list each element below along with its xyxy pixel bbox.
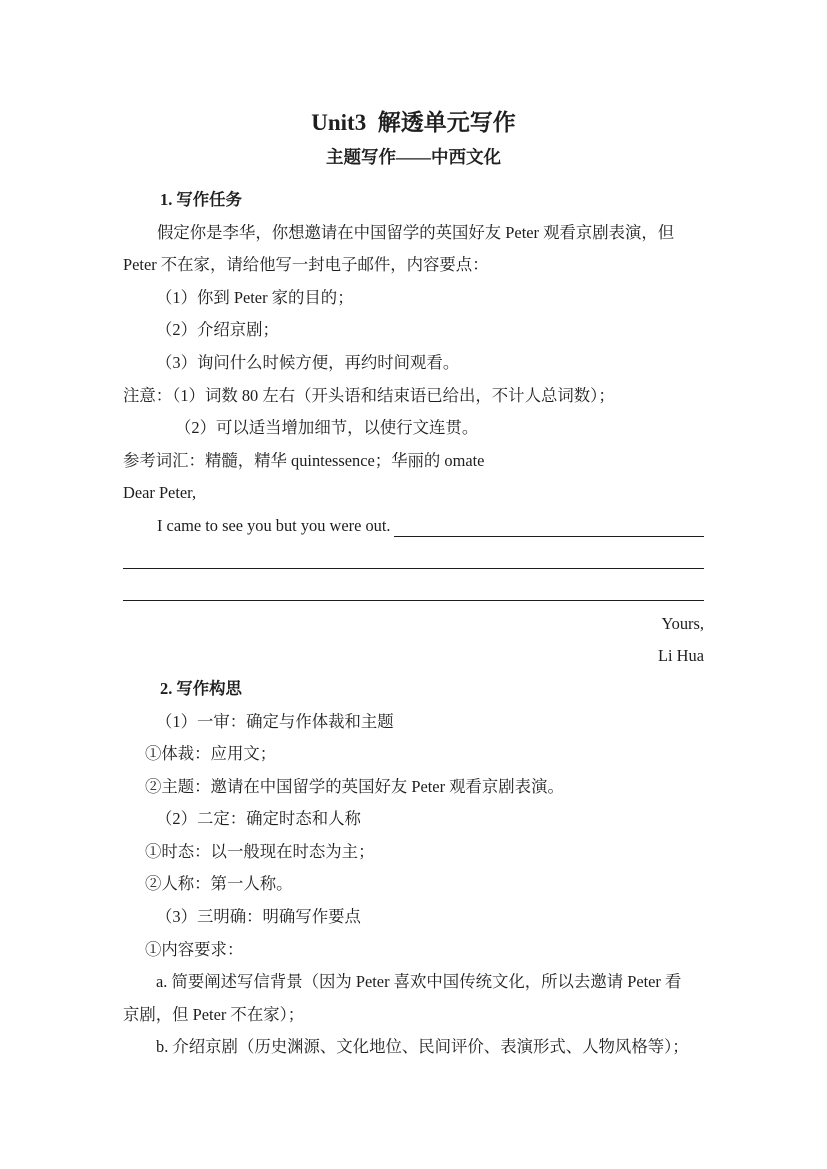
outline-line: b. 介绍京剧（历史渊源、文化地位、民间评价、表演形式、人物风格等）； xyxy=(156,1037,689,1057)
task-intro-line: 假定你是李华，你想邀请在中国留学的英国好友 Peter 观看京剧表演，但 xyxy=(157,222,675,242)
outline-line: （2）二定：确定时态和人称 xyxy=(156,809,361,829)
answer-blank-line xyxy=(394,510,705,537)
outline-heading: 2. 写作构思 xyxy=(160,678,242,698)
outline-line: a. 简要阐述写信背景（因为 Peter 喜欢中国传统文化，所以去邀请 Peter 看 xyxy=(156,972,682,992)
answer-blank-line xyxy=(123,575,704,601)
outline-line: （3）三明确：明确写作要点 xyxy=(156,907,361,927)
vocab-line: 参考词汇：精髓，精华 quintessence；华丽的 omate xyxy=(123,450,485,470)
task-heading: 1. 写作任务 xyxy=(160,190,242,209)
outline-line: ②人称：第一人称。 xyxy=(145,874,293,894)
outline-line: 京剧，但 Peter 不在家）； xyxy=(123,1004,305,1024)
outline-line: ①体裁：应用文； xyxy=(145,744,277,764)
task-point: （2）介绍京剧； xyxy=(156,320,279,340)
outline-line: ①内容要求： xyxy=(145,939,244,959)
outline-line: ②主题：邀请在中国留学的英国好友 Peter 观看京剧表演。 xyxy=(145,776,564,796)
letter-signature: Li Hua xyxy=(658,646,704,666)
task-note-line: （2）可以适当增加细节，以使行文连贯。 xyxy=(175,418,479,438)
task-intro-line: Peter 不在家，请给他写一封电子邮件，内容要点： xyxy=(123,255,489,275)
outline-line: （1）一审：确定与作体裁和主题 xyxy=(156,711,394,731)
task-point: （1）你到 Peter 家的目的； xyxy=(156,287,354,307)
answer-blank-line xyxy=(123,543,704,569)
letter-opening-text: I came to see you but you were out. xyxy=(157,515,391,535)
document-body xyxy=(123,106,704,1064)
letter-closing: Yours, xyxy=(661,613,704,633)
letter-salutation: Dear Peter, xyxy=(123,483,197,503)
outline-line: ①时态：以一般现在时态为主； xyxy=(145,841,375,861)
answer-blank-row xyxy=(123,575,704,608)
letter-opening-row xyxy=(123,510,704,543)
document-title: Unit3 解透单元写作 xyxy=(311,110,516,135)
task-point: （3）询问什么时候方便，再约时间观看。 xyxy=(156,352,460,372)
task-note-line: 注意：（1）词数 80 左右（开头语和结束语已给出，不计人总词数）； xyxy=(123,385,615,405)
answer-blank-row xyxy=(123,543,704,576)
document-subtitle: 主题写作——中西文化 xyxy=(326,147,501,167)
